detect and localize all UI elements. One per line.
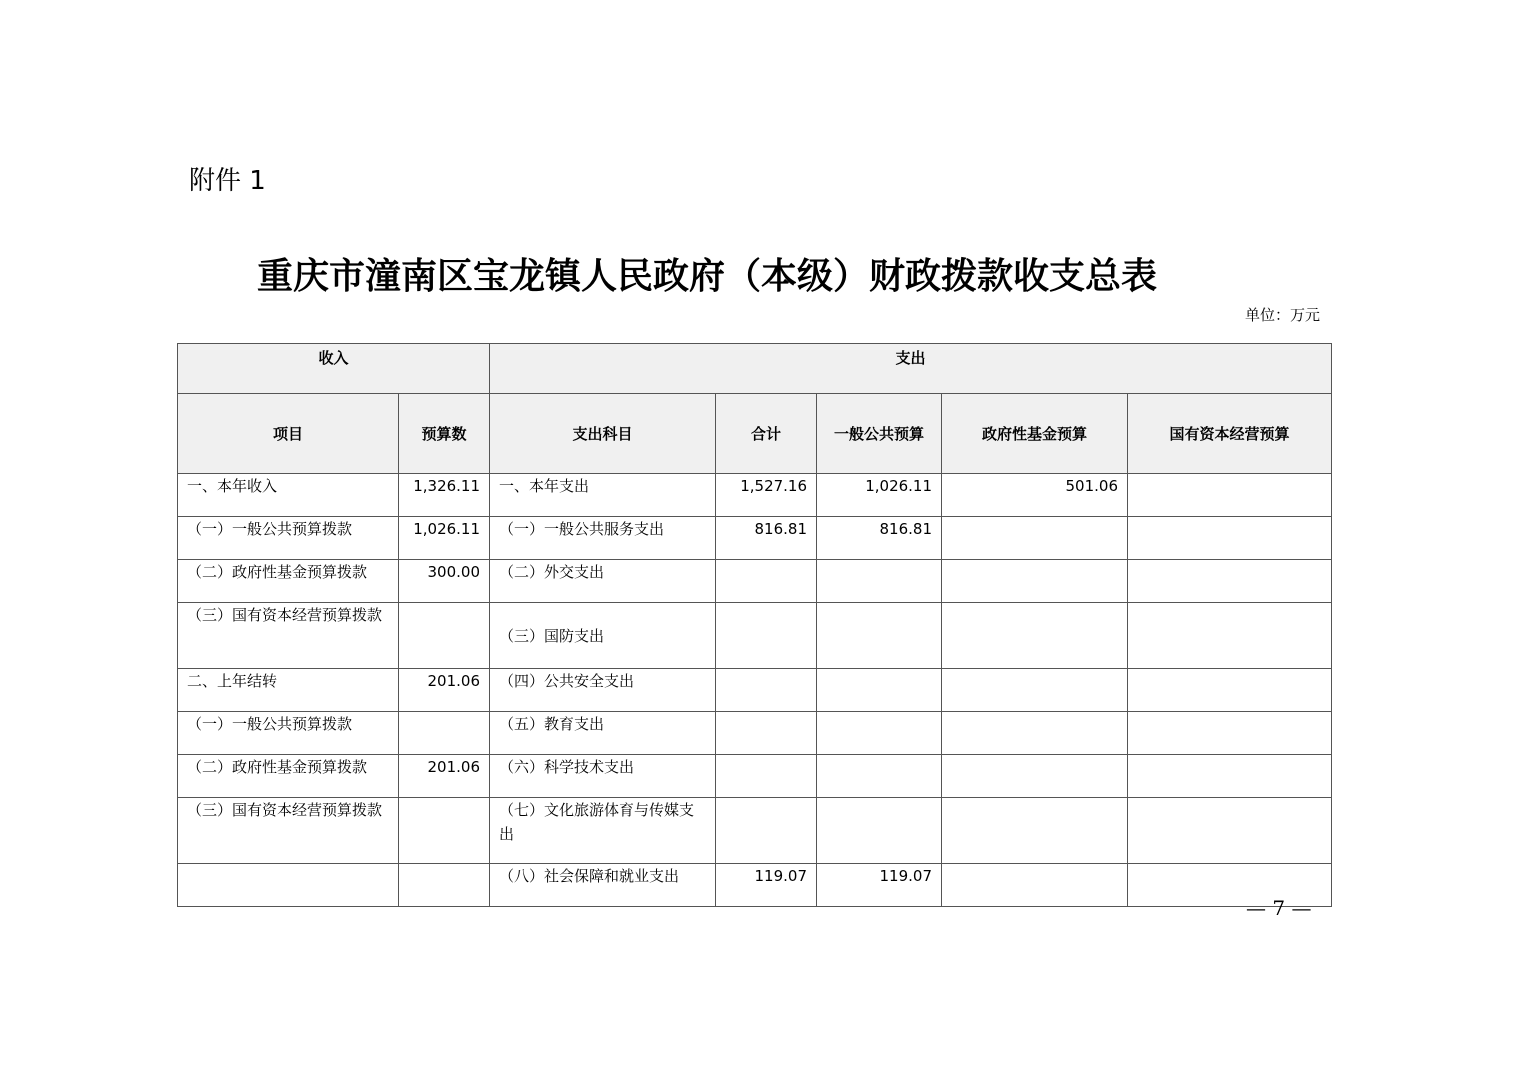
capital-cell bbox=[1128, 517, 1332, 560]
budget-cell bbox=[399, 712, 490, 755]
fund-cell bbox=[942, 669, 1128, 712]
table-row bbox=[178, 669, 1332, 712]
fund-cell bbox=[942, 755, 1128, 798]
table-row bbox=[178, 560, 1332, 603]
total-cell bbox=[716, 712, 817, 755]
budget-cell: 1,326.11 bbox=[399, 474, 490, 517]
col-header-total: 合计 bbox=[716, 394, 817, 474]
col-header-state-capital-budget: 国有资本经营预算 bbox=[1128, 394, 1332, 474]
subject-cell: （六）科学技术支出 bbox=[490, 755, 716, 798]
total-cell bbox=[716, 798, 817, 864]
total-cell bbox=[716, 755, 817, 798]
general-cell: 1,026.11 bbox=[817, 474, 942, 517]
subject-cell: （一）一般公共服务支出 bbox=[490, 517, 716, 560]
total-cell bbox=[716, 560, 817, 603]
column-header-row bbox=[178, 394, 1332, 474]
total-cell: 1,527.16 bbox=[716, 474, 817, 517]
expense-group-header: 支出 bbox=[490, 344, 1332, 394]
general-cell bbox=[817, 560, 942, 603]
table-row bbox=[178, 474, 1332, 517]
page-number: — 7 — bbox=[1246, 896, 1312, 920]
item-cell bbox=[178, 864, 399, 907]
item-cell: （三）国有资本经营预算拨款 bbox=[178, 798, 399, 864]
item-cell: 一、本年收入 bbox=[178, 474, 399, 517]
budget-cell: 300.00 bbox=[399, 560, 490, 603]
page-title: 重庆市潼南区宝龙镇人民政府（本级）财政拨款收支总表 bbox=[257, 255, 1158, 297]
subject-cell: （八）社会保障和就业支出 bbox=[490, 864, 716, 907]
capital-cell bbox=[1128, 603, 1332, 669]
item-cell: （二）政府性基金预算拨款 bbox=[178, 560, 399, 603]
total-cell: 816.81 bbox=[716, 517, 817, 560]
col-header-budget: 预算数 bbox=[399, 394, 490, 474]
general-cell: 119.07 bbox=[817, 864, 942, 907]
general-cell bbox=[817, 755, 942, 798]
table-row bbox=[178, 755, 1332, 798]
fund-cell bbox=[942, 603, 1128, 669]
budget-cell bbox=[399, 603, 490, 669]
fund-cell bbox=[942, 712, 1128, 755]
item-cell: 二、上年结转 bbox=[178, 669, 399, 712]
subject-cell: （五）教育支出 bbox=[490, 712, 716, 755]
col-header-gov-fund-budget: 政府性基金预算 bbox=[942, 394, 1128, 474]
general-cell bbox=[817, 798, 942, 864]
general-cell: 816.81 bbox=[817, 517, 942, 560]
table-row bbox=[178, 864, 1332, 907]
fund-cell bbox=[942, 798, 1128, 864]
item-cell: （二）政府性基金预算拨款 bbox=[178, 755, 399, 798]
budget-cell: 1,026.11 bbox=[399, 517, 490, 560]
capital-cell bbox=[1128, 798, 1332, 864]
col-header-expense-subject: 支出科目 bbox=[490, 394, 716, 474]
income-group-header: 收入 bbox=[178, 344, 490, 394]
capital-cell bbox=[1128, 560, 1332, 603]
table-row bbox=[178, 798, 1332, 864]
budget-cell bbox=[399, 798, 490, 864]
capital-cell bbox=[1128, 474, 1332, 517]
fund-cell bbox=[942, 864, 1128, 907]
unit-label: 单位：万元 bbox=[1244, 306, 1320, 324]
table-row bbox=[178, 603, 1332, 669]
subject-cell: （七）文化旅游体育与传媒支出 bbox=[490, 798, 716, 864]
general-cell bbox=[817, 712, 942, 755]
budget-cell bbox=[399, 864, 490, 907]
fund-cell bbox=[942, 560, 1128, 603]
item-cell: （三）国有资本经营预算拨款 bbox=[178, 603, 399, 669]
item-cell: （一）一般公共预算拨款 bbox=[178, 517, 399, 560]
budget-cell: 201.06 bbox=[399, 755, 490, 798]
col-header-general-budget: 一般公共预算 bbox=[817, 394, 942, 474]
subject-cell: （三）国防支出 bbox=[490, 603, 716, 669]
subject-cell: 一、本年支出 bbox=[490, 474, 716, 517]
table-row bbox=[178, 712, 1332, 755]
general-cell bbox=[817, 669, 942, 712]
budget-cell: 201.06 bbox=[399, 669, 490, 712]
fund-cell bbox=[942, 517, 1128, 560]
budget-table bbox=[177, 343, 1332, 907]
general-cell bbox=[817, 603, 942, 669]
item-cell: （一）一般公共预算拨款 bbox=[178, 712, 399, 755]
capital-cell bbox=[1128, 712, 1332, 755]
subject-cell: （二）外交支出 bbox=[490, 560, 716, 603]
table-row bbox=[178, 517, 1332, 560]
capital-cell bbox=[1128, 669, 1332, 712]
fund-cell: 501.06 bbox=[942, 474, 1128, 517]
total-cell bbox=[716, 669, 817, 712]
capital-cell bbox=[1128, 755, 1332, 798]
subject-cell: （四）公共安全支出 bbox=[490, 669, 716, 712]
total-cell bbox=[716, 603, 817, 669]
attachment-label: 附件 1 bbox=[189, 166, 266, 196]
group-header-row bbox=[178, 344, 1332, 394]
col-header-item: 项目 bbox=[178, 394, 399, 474]
total-cell: 119.07 bbox=[716, 864, 817, 907]
